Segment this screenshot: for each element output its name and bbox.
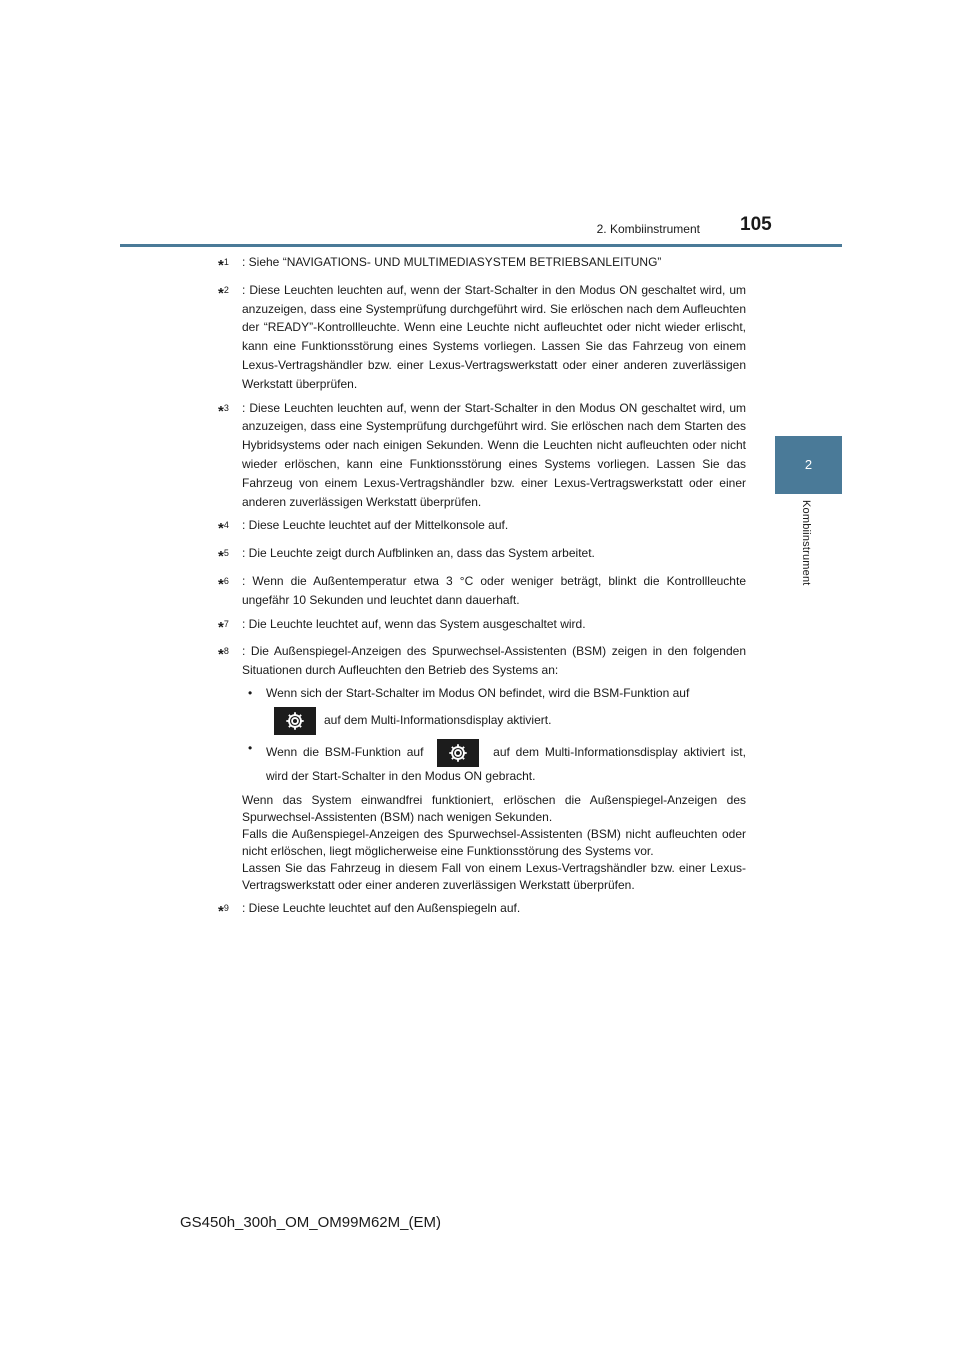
chapter-label: Kombiinstrument xyxy=(800,500,812,586)
page-number: 105 xyxy=(740,214,772,235)
bullet-item-2 xyxy=(248,739,746,786)
header-rule xyxy=(120,244,842,247)
bullet-text: Wenn die BSM-Funktion auf xyxy=(266,744,424,759)
footnote-text: : Diese Leuchten leuchten auf, wenn der Start-Schalter in den Modus ON geschaltet wird, um anzuzeigen, dass eine Systemprüfung durchgeführt wird. Sie erlöschen nach dem Aufleuchten der “READY”-Kontrollleuchte. Wenn eine Leuchte nicht aufleuchtet oder nicht wieder erlischt, kann eine Funktionsstörung eines Systems vorliegen. Lassen Sie das Fahrzeug von einem Lexus-Vertragshändler bzw. einer Lexus-Vertragswerkstatt oder einer anderen zuverlässigen Werkstatt überprüfen. xyxy=(242,282,746,391)
gear-icon xyxy=(274,707,316,735)
footnote-marker: *$^3$ xyxy=(218,402,229,420)
footnote-list xyxy=(218,253,746,926)
paragraph: Lassen Sie das Fahrzeug in diesem Fall von einem Lexus-Vertragshändler bzw. einer Lexus-Vertragswerkstatt oder einer anderen zuverlässigen Werkstatt überprüfen. xyxy=(242,860,746,892)
footnote-text: : Diese Leuchte leuchtet auf der Mittelkonsole auf. xyxy=(242,518,509,533)
footnote-marker: *$^1$ xyxy=(218,257,229,274)
footnote-text: : Wenn die Außentemperatur etwa 3 °C oder weniger beträgt, blinkt die Kontrollleuchte ungefähr 10 Sekunden und leuchtet dann dauerhaft. xyxy=(242,573,746,607)
footnote-8 xyxy=(218,642,746,893)
footnote-2 xyxy=(218,281,746,394)
footnote-marker: *$^2$ xyxy=(218,284,229,302)
gear-icon xyxy=(437,739,479,767)
bullet-dot: • xyxy=(248,740,253,755)
footnote-marker: *$^4$ xyxy=(218,520,229,538)
bullet-text: Wenn sich der Start-Schalter im Modus ON befindet, wird die BSM-Funktion auf xyxy=(266,685,690,700)
paragraph: Falls die Außenspiegel-Anzeigen des Spurwechsel-Assistenten (BSM) nicht aufleuchten oder nicht erlöschen, liegt möglicherweise eine Funktionsstörung des Systems vor. xyxy=(242,826,746,858)
footnote-text: : Siehe “NAVIGATIONS- UND MULTIMEDIASYSTEM BETRIEBSANLEITUNG” xyxy=(242,255,662,269)
bullet-item-1 xyxy=(248,684,746,735)
footnote-3 xyxy=(218,399,746,512)
footnote-4 xyxy=(218,516,746,539)
footnote-5 xyxy=(218,544,746,567)
document-code: GS450h_300h_OM_OM99M62M_(EM) xyxy=(180,1214,441,1231)
footnote-marker: *$^9$ xyxy=(218,902,229,920)
bullet-text: auf dem Multi-Informationsdisplay aktiviert. xyxy=(324,713,552,728)
footnote-text: : Die Leuchte zeigt durch Aufblinken an, dass das System arbeitet. xyxy=(242,546,595,561)
chapter-tab: 2 xyxy=(775,436,842,494)
footnote-7 xyxy=(218,615,746,638)
footnote-text: : Die Leuchte leuchtet auf, wenn das System ausgeschaltet wird. xyxy=(242,616,586,631)
footnote-marker: *$^8$ xyxy=(218,646,229,664)
footnote-text: : Diese Leuchten leuchten auf, wenn der Start-Schalter in den Modus ON geschaltet wird, um anzuzeigen, dass eine Systemprüfung durchgeführt wird. Sie erlöschen nach dem Starten des Hybridsystems oder nach einigen Sekunden. Wenn die Leuchten nicht aufleuchten oder nicht wieder erlöschen, kann eine Funktionsstörung eines Systems vorliegen. Lassen Sie das Fahrzeug von einem Lexus-Vertragshändler bzw. einer Lexus-Vertragswerkstatt oder einer anderen zuverlässigen Werkstatt überprüfen. xyxy=(242,400,746,509)
footnote-1 xyxy=(218,253,746,276)
footnote-8-body xyxy=(242,642,746,893)
footnote-text: : Die Außenspiegel-Anzeigen des Spurwechsel-Assistenten (BSM) zeigen in den folgenden Situationen durch Aufleuchten den Betrieb des Systems an: xyxy=(242,644,746,678)
paragraph: Wenn das System einwandfrei funktioniert, erlöschen die Außenspiegel-Anzeigen des Spurwechsel-Assistenten (BSM) nach wenigen Sekunden. xyxy=(242,792,746,824)
bullet-dot: • xyxy=(248,685,253,700)
footnote-marker: *$^7$ xyxy=(218,618,229,636)
footnote-marker: *$^6$ xyxy=(218,575,229,593)
footnote-marker: *$^5$ xyxy=(218,548,229,566)
header-section-title: 2. Kombiinstrument xyxy=(596,222,700,236)
bullet-text: auf dem Multi-Informationsdisplay aktiviert ist, wird der Start-Schalter in den Modus ON gebracht. xyxy=(266,744,746,783)
footnote-text: : Diese Leuchte leuchtet auf den Außenspiegeln auf. xyxy=(242,900,521,915)
footnote-9 xyxy=(218,899,746,922)
footnote-6 xyxy=(218,572,746,610)
